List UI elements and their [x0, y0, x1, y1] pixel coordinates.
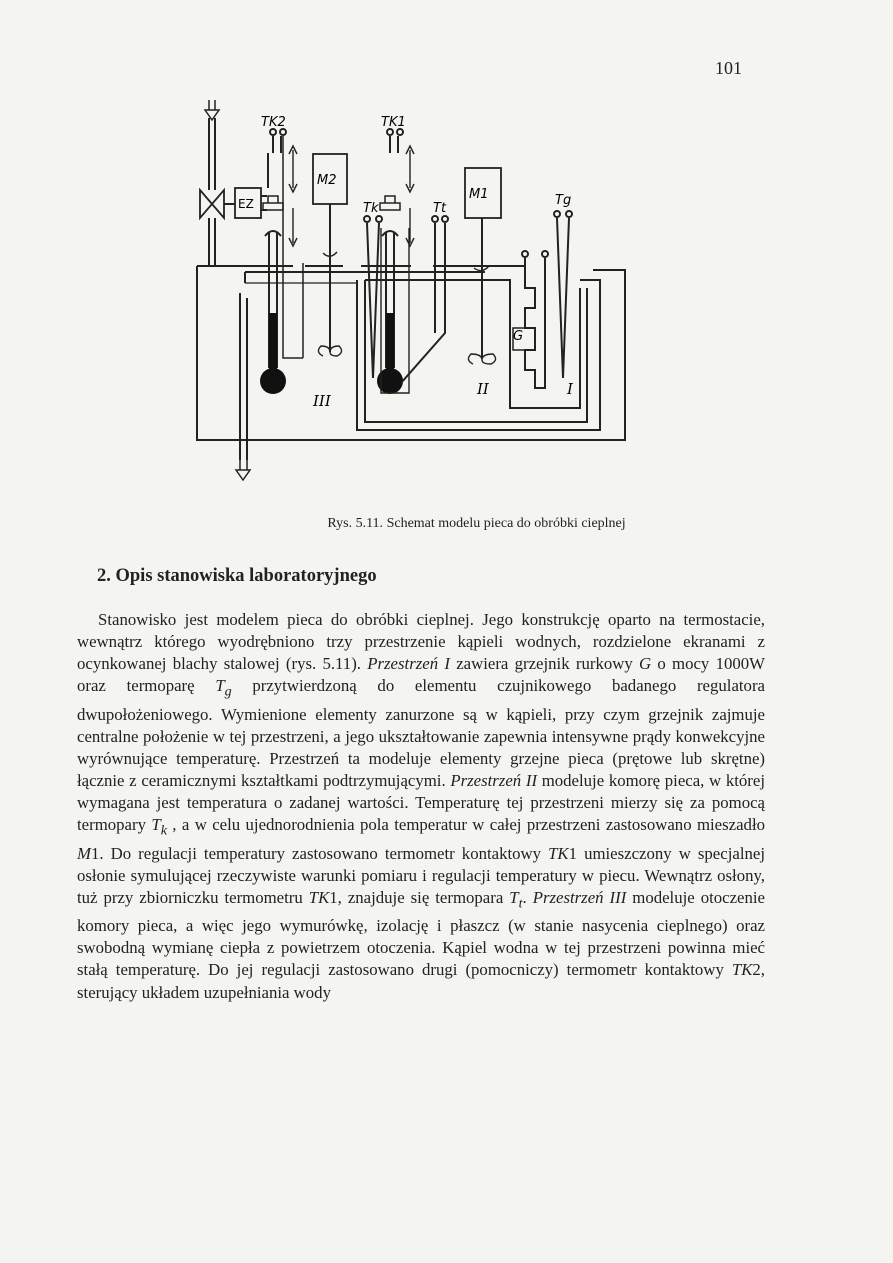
page-number: 101	[715, 58, 742, 78]
valve-icon	[200, 190, 224, 218]
outlet-pipe	[240, 293, 247, 460]
emphasis: Przestrzeń II	[450, 771, 538, 791]
heater-g	[525, 258, 545, 388]
text-run: .	[522, 887, 533, 907]
label-zone-iii: III	[313, 392, 331, 410]
label-zone-i: I	[567, 380, 573, 398]
body-text	[77, 609, 765, 1004]
outlet-arrow	[236, 460, 250, 480]
text-run: 1. Do regulacji temperatury zastosowano termometr kontaktowy	[90, 843, 549, 863]
label-tg: Tg	[555, 193, 572, 208]
symbol: TK	[308, 887, 330, 907]
symbol: TK	[731, 960, 753, 980]
caption-number: Rys. 5.11.	[327, 516, 384, 531]
tg-thermocouple	[557, 218, 569, 378]
label-tk2: TK2	[261, 115, 286, 130]
symbol: T	[215, 676, 225, 696]
symbol: G	[639, 654, 652, 674]
text-run: modeluje komorę pieca, w której wymagana jest temperatura o zadanej wartości. Temperaturę tej przestrzeni mierzy się za pomocą termopary	[77, 771, 766, 835]
inlet-arrow	[205, 100, 219, 120]
section-heading: 2. Opis stanowiska laboratoryjnego	[97, 566, 377, 586]
label-zone-ii: II	[477, 380, 489, 398]
label-m1: M1	[469, 187, 489, 202]
subscript: t	[518, 896, 523, 912]
text-run: 1, znajduje się termopara	[329, 887, 510, 907]
emphasis: Przestrzeń III	[532, 887, 627, 907]
symbol: T	[151, 815, 161, 835]
tk-thermocouple	[367, 223, 379, 378]
symbol: T	[509, 887, 519, 907]
symbol: M	[77, 843, 91, 863]
label-tt: Tt	[433, 201, 447, 216]
furnace-schematic	[185, 88, 635, 498]
tt-thermocouple	[401, 223, 445, 383]
emphasis: Przestrzeń I	[367, 654, 450, 674]
symbol: TK	[548, 843, 569, 863]
inlet-pipe	[209, 118, 215, 266]
caption-text: Schemat modelu pieca do obróbki cieplnej	[386, 516, 626, 531]
text-run: , a w celu ujednorodnienia pola temperatur w całej przestrzeni zastosowano mieszadło	[166, 815, 765, 835]
text-run: przytwierdzoną do elementu czujnikowego badanego regulatora dwupołożeniowego. Wymienione elementy zanurzone są w kąpieli, przy czym grzejnik zajmuje centralne położenie w tej przestrzeni, a jego ukształtowanie zapewnia intensywne prądy konwekcyjne wyrównujące temperaturę. Przestrzeń ta modeluje elementy grzejne pieca (prętowe lub skrętne) łącznie z ceramicznymi kształtkami podtrzymującymi.	[77, 676, 765, 791]
subscript: k	[160, 823, 167, 839]
label-g: G	[513, 329, 524, 344]
figure-caption	[0, 516, 893, 532]
text-run: modeluje otoczenie komory pieca, a więc jego wymurówkę, izolację i płaszcz (w stanie nasycenia cieplnego) oraz swobodną wymianę ciepła z powietrzem otoczenia. Kąpiel wodna w tej przestrzeni powinna mieć stałą temperaturę. Do jej regulacji zastosowano drugi (pomocniczy) termometr kontaktowy	[77, 887, 765, 980]
schematic-svg	[185, 88, 635, 498]
label-tk1: TK1	[381, 115, 406, 130]
text-run: Stanowisko jest modelem pieca do obróbki cieplnej. Jego konstrukcję oparto na termostacie, wewnątrz którego wyodrębniono trzy przestrzenie kąpieli wodnych, rozdzielone ekranami z ocynkowanej blachy stalowej (rys. 5.11).	[77, 610, 765, 674]
outer-tank	[197, 266, 625, 440]
text-run: 1 umieszczony w specjalnej osłonie symulującej rzeczywiste warunki pomiaru i regulacji temperatury w piecu. Wewnątrz osłony, tuż przy zbiorniczku termometru	[77, 843, 765, 907]
subscript: g	[224, 684, 232, 700]
text-run: o mocy 1000W oraz termoparę	[77, 654, 765, 696]
label-ez: EZ	[238, 197, 254, 211]
text-run: 2, sterujący układem uzupełniania wody	[77, 960, 765, 1002]
paragraph	[77, 609, 765, 1004]
text-run: zawiera grzejnik rurkowy	[449, 654, 639, 674]
label-tk: Tk	[363, 201, 379, 216]
label-m2: M2	[317, 173, 337, 188]
